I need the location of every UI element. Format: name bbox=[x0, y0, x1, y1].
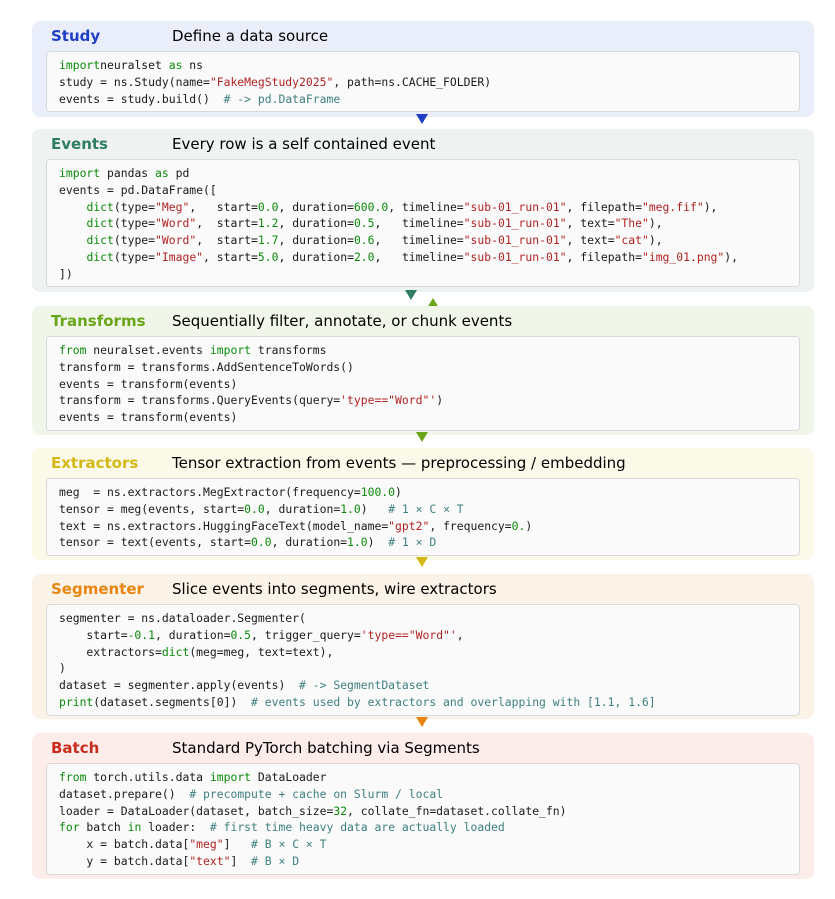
panel-description: Define a data source bbox=[172, 27, 329, 45]
code-line bbox=[59, 74, 799, 91]
code-line bbox=[59, 165, 799, 182]
panel-extractors bbox=[32, 448, 814, 560]
code-token: "meg" bbox=[189, 837, 224, 852]
arrow-down-icon bbox=[416, 557, 428, 567]
panel-batch bbox=[32, 733, 814, 879]
code-token: events = transform(events) bbox=[59, 376, 238, 391]
code-token: ) bbox=[525, 518, 533, 533]
code-token: dataset = segmenter.apply(events) bbox=[59, 678, 300, 693]
code-line bbox=[59, 769, 799, 786]
code-token: , duration= bbox=[264, 501, 341, 516]
code-token: ) bbox=[436, 393, 444, 408]
code-token: ), bbox=[724, 249, 738, 264]
code-line bbox=[59, 660, 799, 677]
code-line bbox=[59, 534, 799, 551]
code-token: ]) bbox=[59, 266, 73, 281]
code-token: "meg.fif" bbox=[641, 199, 704, 214]
panel-description: Slice events into segments, wire extractors bbox=[172, 580, 497, 598]
code-token: , duration= bbox=[278, 216, 354, 231]
panel-title: Study bbox=[51, 27, 101, 45]
code-token: transform = transforms.QueryEvents(query= bbox=[59, 393, 341, 408]
code-line bbox=[59, 199, 799, 216]
code-token: loader = DataLoader(dataset, batch_size= bbox=[59, 803, 334, 818]
panel-description: Standard PyTorch batching via Segments bbox=[172, 739, 480, 757]
code-token bbox=[59, 200, 86, 214]
code-token: , duration= bbox=[155, 627, 231, 642]
code-line bbox=[59, 836, 799, 853]
code-line bbox=[59, 610, 799, 627]
code-token: ns bbox=[182, 58, 204, 72]
code-token: extractors= bbox=[59, 644, 162, 659]
code-token: from bbox=[59, 343, 87, 357]
code-token: neuralset.events bbox=[86, 343, 210, 357]
code-token: -0.1 bbox=[127, 627, 156, 642]
code-line bbox=[59, 215, 799, 232]
code-block bbox=[46, 159, 800, 287]
code-token: "Image" bbox=[155, 249, 204, 264]
code-token: ), bbox=[648, 233, 663, 248]
code-token: "Meg" bbox=[155, 199, 190, 214]
code-token: start= bbox=[59, 627, 128, 642]
code-token: 0.0 bbox=[244, 501, 265, 516]
code-token: , duration= bbox=[278, 199, 354, 214]
code-token: 100.0 bbox=[360, 485, 396, 499]
code-token: in bbox=[127, 820, 142, 835]
code-token: for bbox=[59, 820, 80, 835]
code-token: , start= bbox=[203, 249, 258, 264]
code-token: x = batch.data[ bbox=[59, 837, 190, 852]
code-token bbox=[59, 250, 86, 264]
code-token: study = ns.Study(name= bbox=[59, 74, 210, 89]
code-token: segmenter = ns.dataloader.Segmenter( bbox=[59, 611, 306, 625]
code-token: "sub-01_run-01" bbox=[463, 233, 567, 248]
panel-title: Transforms bbox=[51, 312, 146, 330]
code-token: batch bbox=[79, 820, 128, 835]
code-token: , filepath= bbox=[566, 199, 642, 214]
arrow-down-icon bbox=[416, 432, 428, 442]
code-token: , timeline= bbox=[374, 216, 464, 231]
code-token: 0.6 bbox=[353, 233, 375, 248]
panel-description: Every row is a self contained event bbox=[172, 135, 436, 153]
code-line bbox=[59, 342, 799, 359]
code-token: 1.7 bbox=[257, 233, 279, 248]
code-token: pd bbox=[168, 166, 190, 180]
code-token: ] bbox=[223, 837, 252, 852]
code-token: dict bbox=[86, 249, 114, 264]
code-token bbox=[59, 216, 86, 230]
code-token: dict bbox=[86, 216, 114, 231]
code-line bbox=[59, 376, 799, 393]
code-line bbox=[59, 232, 799, 249]
panel-title: Segmenter bbox=[51, 580, 144, 598]
code-token: 0.5 bbox=[353, 216, 375, 231]
code-line bbox=[59, 392, 799, 409]
code-token: import bbox=[59, 58, 101, 72]
code-token: "sub-01_run-01" bbox=[463, 249, 567, 264]
code-token: , timeline= bbox=[374, 233, 464, 248]
code-token: , text= bbox=[566, 233, 615, 248]
code-token: # precompute + cache on Slurm / local bbox=[189, 786, 444, 801]
code-token: text = ns.extractors.HuggingFaceText(model_name= bbox=[59, 518, 389, 533]
code-token: ), bbox=[648, 216, 663, 231]
code-line bbox=[59, 91, 799, 108]
code-token: ) bbox=[367, 535, 389, 550]
code-token: 0.0 bbox=[257, 199, 279, 214]
code-token: ) bbox=[59, 661, 66, 676]
code-token: (meg=meg, text=text), bbox=[189, 644, 334, 659]
code-token: ] bbox=[230, 853, 252, 868]
code-token: 'type=="Word"' bbox=[360, 627, 457, 642]
code-token: (type= bbox=[113, 216, 156, 231]
code-token: # -> SegmentDataset bbox=[299, 678, 430, 693]
code-line bbox=[59, 786, 799, 803]
code-line bbox=[59, 853, 799, 870]
code-token: "FakeMegStudy2025" bbox=[209, 74, 334, 89]
code-token: , timeline= bbox=[388, 199, 464, 214]
code-token: 1.0 bbox=[340, 501, 361, 516]
code-token: (type= bbox=[113, 249, 156, 264]
code-token: 0.5 bbox=[230, 627, 252, 642]
panel-transforms bbox=[32, 306, 814, 435]
code-token: ) bbox=[360, 501, 389, 516]
code-token: "sub-01_run-01" bbox=[463, 199, 567, 214]
code-token: "Word" bbox=[155, 216, 197, 231]
code-token: torch.utils.data bbox=[86, 770, 210, 784]
code-line bbox=[59, 694, 799, 711]
code-token: , path=ns.CACHE_FOLDER) bbox=[333, 74, 492, 89]
panel-study bbox=[32, 21, 814, 117]
panel-title: Batch bbox=[51, 739, 100, 757]
code-token: import bbox=[59, 166, 101, 180]
code-token: tensor = text(events, start= bbox=[59, 535, 252, 550]
code-token: "img_01.png" bbox=[641, 249, 725, 264]
code-token: "The" bbox=[614, 216, 649, 231]
code-token: tensor = meg(events, start= bbox=[59, 501, 245, 516]
code-token: as bbox=[155, 166, 169, 180]
code-token: , duration= bbox=[271, 535, 348, 550]
code-token: # first time heavy data are actually loaded bbox=[209, 820, 505, 835]
code-token: print bbox=[59, 694, 94, 709]
code-token: 5.0 bbox=[257, 249, 279, 264]
code-token: pandas bbox=[100, 166, 156, 180]
code-token: "cat" bbox=[614, 233, 649, 248]
code-token: events = pd.DataFrame([ bbox=[59, 182, 217, 197]
code-token: dict bbox=[86, 233, 114, 248]
code-line bbox=[59, 409, 799, 426]
code-token: # 1 × D bbox=[388, 535, 437, 550]
code-token: , start= bbox=[196, 233, 258, 248]
code-token: "Word" bbox=[155, 233, 197, 248]
code-token: , timeline= bbox=[374, 249, 464, 264]
code-token: from bbox=[59, 770, 87, 784]
code-token: "text" bbox=[189, 853, 231, 868]
arrow-down-icon bbox=[416, 114, 428, 124]
arrow-down-icon bbox=[416, 717, 428, 727]
code-token: neuralset bbox=[100, 58, 169, 72]
code-token: "sub-01_run-01" bbox=[463, 216, 567, 231]
code-token: , collate_fn=dataset.collate_fn) bbox=[347, 803, 567, 818]
code-line bbox=[59, 249, 799, 266]
code-token: # events used by extractors and overlapping with [1.1, 1.6] bbox=[251, 694, 656, 709]
code-block bbox=[46, 336, 800, 431]
panel-description: Tensor extraction from events — preprocessing / embedding bbox=[172, 454, 626, 472]
code-block bbox=[46, 478, 800, 556]
code-token: transform = transforms.AddSentenceToWords() bbox=[59, 359, 354, 374]
code-token: # -> pd.DataFrame bbox=[223, 91, 341, 106]
code-token: 0.0 bbox=[251, 535, 272, 550]
code-token: as bbox=[168, 58, 183, 72]
code-block bbox=[46, 763, 800, 875]
code-token: , bbox=[456, 627, 464, 642]
code-token: (dataset.segments[0]) bbox=[93, 694, 252, 709]
code-token: 600.0 bbox=[353, 199, 389, 214]
panel-description: Sequentially filter, annotate, or chunk events bbox=[172, 312, 513, 330]
code-token: ), bbox=[703, 199, 718, 214]
code-line bbox=[59, 644, 799, 661]
code-token: , frequency= bbox=[429, 518, 512, 533]
code-token: # B × D bbox=[251, 853, 300, 868]
code-line bbox=[59, 182, 799, 199]
code-token: , duration= bbox=[278, 249, 354, 264]
code-line bbox=[59, 484, 799, 501]
code-block bbox=[46, 51, 800, 112]
arrow-down-icon bbox=[405, 290, 417, 300]
code-token: , duration= bbox=[278, 233, 354, 248]
code-token: , filepath= bbox=[566, 249, 642, 264]
code-token: 2.0 bbox=[353, 249, 375, 264]
code-token: 'type=="Word"' bbox=[340, 393, 437, 408]
code-token: (type= bbox=[113, 199, 156, 214]
code-token: (type= bbox=[113, 233, 156, 248]
code-token bbox=[59, 233, 86, 247]
code-token: loader: bbox=[141, 820, 210, 835]
code-token: , trigger_query= bbox=[251, 627, 361, 642]
code-token: DataLoader bbox=[251, 770, 327, 784]
code-line bbox=[59, 359, 799, 376]
code-token: import bbox=[209, 343, 252, 357]
code-token: events = study.build() bbox=[59, 91, 224, 106]
code-token: dict bbox=[161, 644, 190, 659]
code-token: y = batch.data[ bbox=[59, 853, 190, 868]
code-line bbox=[59, 266, 799, 283]
code-token: , text= bbox=[566, 216, 615, 231]
code-block bbox=[46, 604, 800, 716]
code-line bbox=[59, 677, 799, 694]
code-token: dict bbox=[86, 199, 114, 214]
code-token: , start= bbox=[189, 199, 258, 214]
panel-title: Extractors bbox=[51, 454, 139, 472]
code-token: 0. bbox=[511, 518, 526, 533]
code-token: transforms bbox=[251, 343, 327, 357]
code-line bbox=[59, 57, 799, 74]
code-line bbox=[59, 627, 799, 644]
code-token: 32 bbox=[333, 803, 348, 818]
code-token: , start= bbox=[196, 216, 258, 231]
code-token: import bbox=[209, 770, 252, 784]
code-token: events = transform(events) bbox=[59, 410, 238, 425]
code-token: "gpt2" bbox=[388, 518, 430, 533]
panel-segmenter bbox=[32, 574, 814, 719]
code-token: # 1 × C × T bbox=[388, 501, 464, 516]
code-line bbox=[59, 803, 799, 820]
code-token: ) bbox=[395, 485, 402, 499]
code-token: dataset.prepare() bbox=[59, 786, 190, 801]
code-line bbox=[59, 819, 799, 836]
panel-title: Events bbox=[51, 135, 108, 153]
code-token: 1.0 bbox=[347, 535, 368, 550]
panel-events bbox=[32, 129, 814, 292]
code-token: 1.2 bbox=[257, 216, 279, 231]
code-line bbox=[59, 518, 799, 535]
code-line bbox=[59, 501, 799, 518]
code-token: # B × C × T bbox=[251, 837, 327, 852]
code-token: meg = ns.extractors.MegExtractor(frequency= bbox=[59, 485, 361, 499]
